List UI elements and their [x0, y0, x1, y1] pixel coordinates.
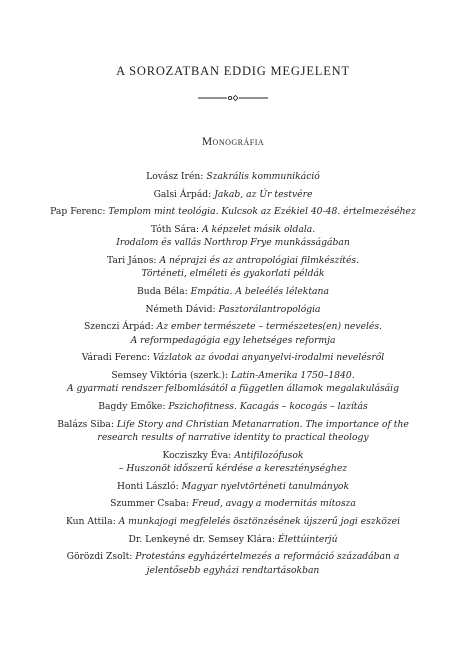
entry-line [0, 351, 466, 364]
entry-author: Kocziszky Éva: [162, 449, 232, 461]
entry-line [0, 515, 466, 528]
entry-line [0, 550, 466, 563]
entry-title: Freud, avagy a modernitás mítosza [191, 498, 356, 510]
entry-title: Vázlatok az óvodai anyanyelvi-irodalmi nevelésről [152, 352, 385, 364]
entry-author: Tóth Sára: [150, 224, 200, 236]
entry-line [0, 533, 466, 546]
entry-line [0, 188, 466, 201]
entry-author: Buda Béla: [137, 286, 188, 298]
list-item [0, 205, 466, 218]
entry-author: Lovász Irén: [146, 171, 204, 182]
entry-title: A néprajzi és az antropológiai filmkészítés. [159, 255, 360, 267]
entry-line [0, 170, 466, 183]
list-item [0, 418, 466, 445]
entry-line [0, 431, 466, 444]
entry-line [0, 334, 466, 347]
entry-line [0, 285, 466, 298]
ornament-divider-icon [198, 93, 268, 103]
entry-line [0, 400, 466, 413]
list-item [0, 400, 466, 413]
entry-title: A munkajogi megfelelés ösztönzésének újszerű jogi eszközei [118, 516, 401, 528]
entry-line [0, 497, 466, 510]
entry-author: Görözdi Zsolt: [66, 551, 133, 563]
entry-author: Bagdy Emőke: [98, 401, 166, 413]
list-item [0, 223, 466, 250]
list-item [0, 285, 466, 298]
list-item [0, 550, 466, 577]
entry-title: jelentősebb egyházi rendtartásokban [146, 564, 320, 576]
entry-title: Történeti, elméleti és gyakorlati példák [141, 268, 325, 280]
list-item [0, 188, 466, 201]
list-item [0, 170, 466, 183]
entry-author: Németh Dávid: [145, 303, 216, 315]
entry-author: Honti László: [116, 480, 179, 492]
page-heading: A SOROZATBAN EDDIG MEGJELENT [116, 64, 350, 78]
list-item [0, 303, 466, 316]
entry-title: A gyarmati rendszer felbomlásától a független államok megalakulásáig [67, 383, 399, 395]
entry-title: Protestáns egyházértelmezés a reformáció századában a [135, 551, 400, 563]
entry-line [0, 267, 466, 280]
entry-title: Jakab, az Úr testvére [214, 188, 313, 200]
entry-author: Balázs Siba: [57, 418, 114, 430]
entry-line [0, 320, 466, 333]
publication-list [0, 170, 466, 581]
entry-author: Szenczi Árpád: [84, 321, 154, 333]
entry-title: Latin-Amerika 1750–1840. [231, 370, 355, 382]
entry-line [0, 462, 466, 475]
list-item [0, 480, 466, 493]
entry-line [0, 369, 466, 382]
entry-author: Tari János: [106, 255, 157, 267]
entry-line [0, 418, 466, 431]
entry-line [0, 254, 466, 267]
entry-title: Antifilozófusok [234, 449, 304, 461]
list-item [0, 533, 466, 546]
entry-title: Empátia. A beleélés lélektana [190, 286, 329, 298]
list-item [0, 369, 466, 396]
entry-author: Kun Attila: [65, 516, 116, 528]
entry-line [0, 382, 466, 395]
entry-title: – Huszonöt időszerű kérdése a kereszténységhez [118, 463, 348, 475]
entry-line [0, 205, 466, 218]
entry-line [0, 480, 466, 493]
entry-title: Élettúinterjú [277, 533, 338, 545]
list-item [0, 351, 466, 364]
entry-title: Pszichofitness. Kacagás – kocogás – lazítás [168, 401, 368, 413]
entry-title: A reformpedagógia egy lehetséges reformja [130, 334, 336, 346]
entry-author: Szummer Csaba: [110, 498, 190, 510]
entry-author: Váradi Ferenc: [81, 352, 150, 364]
list-item [0, 449, 466, 476]
section-title: Monográfia [201, 136, 265, 148]
entry-author: Pap Ferenc: [50, 206, 106, 218]
entry-author: Semsey Viktória (szerk.): [111, 370, 229, 382]
entry-title: Irodalom és vallás Northrop Frye munkásságában [116, 237, 350, 249]
entry-title: Szakrális kommunikáció [206, 171, 320, 182]
entry-title: Pasztorálantropológia [218, 303, 321, 315]
list-item [0, 254, 466, 281]
entry-author: Dr. Lenkeyné dr. Semsey Klára: [128, 533, 276, 545]
entry-title: Templom mint teológia. Kulcsok az Ezékiel 40-48. értelmezéséhez [108, 206, 416, 218]
entry-author: Galsi Árpád: [153, 188, 212, 200]
entry-line [0, 303, 466, 316]
entry-title: A képzelet másik oldala. [201, 224, 316, 236]
entry-title: Life Story and Christian Metanarration. The importance of the [116, 418, 409, 430]
entry-line [0, 223, 466, 236]
entry-line [0, 564, 466, 577]
entry-line [0, 449, 466, 462]
list-item [0, 497, 466, 510]
entry-line [0, 236, 466, 249]
entry-title: research results of narrative identity to practical theology [97, 432, 369, 444]
list-item [0, 515, 466, 528]
entry-title: Magyar nyelvtörténeti tanulmányok [181, 480, 350, 492]
list-item [0, 320, 466, 347]
entry-title: Az ember természete – természetes(en) nevelés. [156, 321, 382, 333]
